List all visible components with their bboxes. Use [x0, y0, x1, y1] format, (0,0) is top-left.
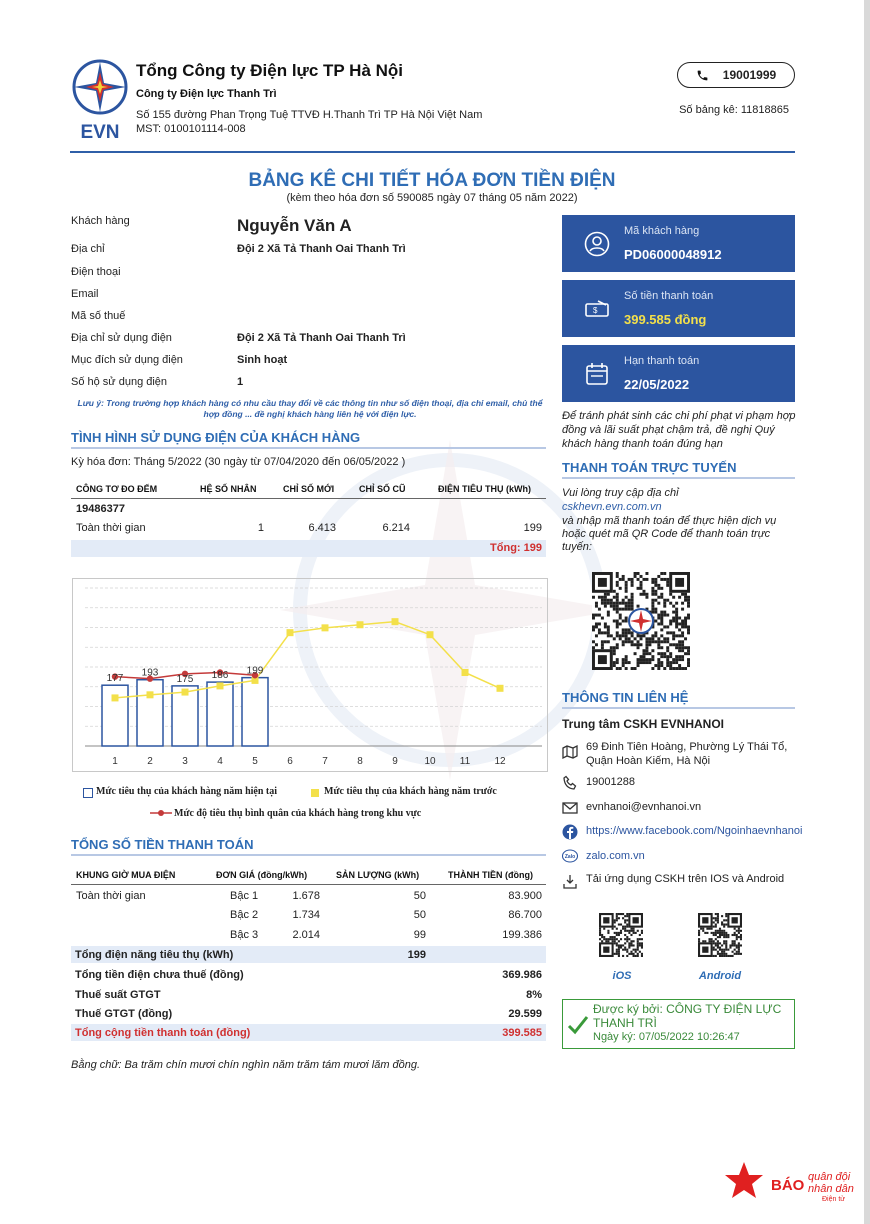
online-instruction-1: Vui lòng truy cập địa chỉ — [562, 487, 679, 499]
usage-row-period: Toàn thời gian — [76, 522, 146, 534]
usage-total: Tổng: 199 — [490, 542, 542, 554]
point-previous-year — [112, 694, 119, 701]
col-consumption: ĐIỆN TIÊU THỤ (kWh) — [438, 484, 531, 494]
tier-1-kwh: 50 — [413, 890, 426, 902]
download-icon — [562, 874, 578, 890]
x-tick-label: 12 — [494, 756, 506, 767]
payment-section-line — [71, 854, 546, 856]
statement-number: Số bảng kê: 11818865 — [679, 104, 789, 116]
total-kwh-label: Tổng điện năng tiêu thụ (kWh) — [75, 949, 234, 961]
checkmark-icon — [567, 1014, 589, 1036]
customer-name: Nguyễn Văn A — [237, 216, 352, 235]
x-tick-label: 8 — [357, 756, 363, 767]
usage-header-line — [71, 498, 546, 499]
amount-due-label: Số tiền thanh toán — [624, 290, 714, 302]
x-tick-label: 1 — [112, 756, 118, 767]
bar-current-2 — [137, 680, 163, 746]
legend-average: Mức độ tiêu thụ bình quân của khách hàng trong khu vực — [174, 808, 422, 819]
x-tick-label: 6 — [287, 756, 293, 767]
tier-2-price: 1.734 — [292, 909, 320, 921]
usage-purpose: Sinh hoạt — [237, 354, 288, 366]
vat-rate-value: 8% — [526, 989, 542, 1001]
data-label: 177 — [106, 673, 124, 685]
newspaper-star-logo — [724, 1160, 764, 1202]
col-unit-price: ĐƠN GIÁ (đồng/kWh) — [216, 870, 308, 880]
x-tick-label: 4 — [217, 756, 223, 767]
evn-logo — [70, 58, 130, 144]
company-name: Tổng Công ty Điện lực TP Hà Nội — [136, 61, 404, 80]
newspaper-name-1: quân đội — [808, 1171, 851, 1183]
support-app-download: Tải ứng dụng CSKH trên IOS và Android — [586, 873, 785, 885]
tier-1-amount: 83.900 — [508, 890, 542, 902]
due-date-value: 22/05/2022 — [624, 377, 690, 392]
x-tick-label: 2 — [147, 756, 153, 767]
info-change-note: Lưu ý: Trong trường hợp khách hàng có nhu cầu thay đổi về các thông tin như số điện thoại, địa chỉ email, chủ thể hợp đồng ... đề nghị khách hàng liên hệ với điện lực. — [77, 398, 543, 419]
support-center-name: Trung tâm CSKH EVNHANOI — [562, 717, 725, 731]
amount-in-words: Bằng chữ: Ba trăm chín mươi chín nghìn năm trăm tám mươi lăm đồng. — [71, 1059, 421, 1071]
col-multiplier: HỆ SỐ NHÂN — [200, 484, 257, 494]
point-previous-year — [322, 624, 329, 631]
legend-swatch-previous — [311, 789, 319, 797]
data-label: 199 — [246, 665, 264, 677]
col-amount: THÀNH TIỀN (đồng) — [448, 870, 533, 880]
x-tick-label: 3 — [182, 756, 188, 767]
col-quantity: SẢN LƯỢNG (kWh) — [336, 870, 420, 880]
usage-address: Đội 2 Xã Tả Thanh Oai Thanh Trì — [237, 332, 406, 344]
amount-due-value: 399.585 đồng — [624, 312, 707, 327]
label-phone: Điện thoại — [71, 266, 121, 278]
online-payment-link[interactable]: cskhevn.evn.com.vn — [562, 501, 662, 513]
tier-3-price: 2.014 — [292, 929, 320, 941]
point-previous-year — [392, 618, 399, 625]
payment-period: Toàn thời gian — [76, 890, 146, 902]
meter-number: 19486377 — [76, 503, 125, 515]
facebook-icon — [562, 824, 578, 840]
signed-by: Được ký bởi: CÔNG TY ĐIỆN LỰC — [593, 1002, 782, 1016]
newspaper-name-2: nhân dân — [808, 1183, 854, 1195]
zalo-icon — [562, 848, 578, 864]
tier-3-kwh: 99 — [413, 929, 426, 941]
company-address: Số 155 đường Phan Trọng Tuệ TTVĐ H.Thanh Trì TP Hà Nội Việt Nam — [136, 109, 483, 121]
map-icon — [562, 744, 578, 760]
point-previous-year — [217, 682, 224, 689]
usage-section-line — [71, 447, 546, 449]
payment-warning: Để tránh phát sinh các chi phí phạt vi phạm hợp đồng và lãi suất phạt chậm trả, đề nghị Quý khách hàng thanh toán đúng hạn — [562, 410, 796, 450]
label-usage-address: Địa chỉ sử dụng điện — [71, 332, 172, 344]
support-phone[interactable]: 19001288 — [586, 776, 635, 788]
bar-current-1 — [102, 685, 128, 746]
tier-1-label: Bậc 1 — [230, 890, 259, 902]
tax-code: MST: 0100101114-008 — [136, 123, 246, 135]
online-instruction-2: và nhập mã thanh toán để thực hiện dịch vụ hoặc quét mã QR Code để thanh toán trực tuyến: — [562, 515, 777, 553]
point-previous-year — [287, 629, 294, 636]
tier-1-price: 1.678 — [292, 890, 320, 902]
point-previous-year — [427, 631, 434, 638]
x-tick-label: 11 — [459, 756, 471, 767]
header-divider — [70, 151, 795, 153]
legend-swatch-average — [150, 808, 172, 818]
usage-section-title: TÌNH HÌNH SỬ DỤNG ĐIỆN CỦA KHÁCH HÀNG — [71, 430, 361, 445]
billing-period: Kỳ hóa đơn: Tháng 5/2022 (30 ngày từ 07/04/2020 đến 06/05/2022 ) — [71, 456, 406, 468]
label-customer: Khách hàng — [71, 215, 130, 227]
pre-tax-value: 369.986 — [502, 969, 542, 981]
support-address: 69 Đinh Tiên Hoàng, Phường Lý Thái Tổ, Quận Hoàn Kiếm, Hà Nội — [586, 741, 788, 767]
email-icon — [562, 800, 578, 816]
household-count: 1 — [237, 376, 244, 388]
customer-address: Đội 2 Xã Tả Thanh Oai Thanh Trì — [237, 243, 406, 255]
col-new-index: CHỈ SỐ MỚI — [283, 484, 335, 494]
bar-current-5 — [242, 678, 268, 746]
due-date-card — [562, 345, 795, 402]
signed-by-unit: THANH TRÌ — [593, 1016, 657, 1030]
android-qr-code[interactable] — [698, 913, 742, 959]
svg-text:$: $ — [593, 306, 598, 315]
due-date-label: Hạn thanh toán — [624, 355, 700, 367]
point-previous-year — [182, 689, 189, 696]
label-purpose: Mục đích sử dụng điện — [71, 354, 183, 366]
label-email: Email — [71, 288, 99, 300]
tier-2-amount: 86.700 — [508, 909, 542, 921]
vat-rate-label: Thuế suất GTGT — [75, 989, 161, 1001]
data-label: 175 — [176, 673, 194, 685]
page-subtitle: (kèm theo hóa đơn số 590085 ngày 07 tháng 05 năm 2022) — [286, 192, 578, 204]
data-label: 186 — [211, 670, 229, 682]
ios-qr-code[interactable] — [599, 913, 643, 959]
data-label: 193 — [141, 667, 159, 679]
digital-signature-box — [562, 999, 795, 1049]
x-tick-label: 10 — [424, 756, 436, 767]
hotline-number: 19001999 — [722, 68, 777, 82]
x-tick-label: 7 — [322, 756, 328, 767]
android-label[interactable]: Android — [698, 970, 742, 982]
bar-current-4 — [207, 682, 233, 746]
legend-swatch-current — [83, 788, 93, 798]
online-payment-title: THANH TOÁN TRỰC TUYẾN — [562, 460, 737, 475]
payment-qr-code[interactable] — [592, 572, 690, 670]
customer-code-card — [562, 215, 795, 272]
page-title: BẢNG KÊ CHI TIẾT HÓA ĐƠN TIỀN ĐIỆN — [248, 170, 616, 191]
legend-current: Mức tiêu thụ của khách hàng năm hiện tại — [96, 786, 278, 797]
tier-3-label: Bậc 3 — [230, 929, 259, 941]
support-facebook[interactable]: https://www.facebook.com/Ngoinhaevnhanoi — [586, 825, 803, 837]
point-previous-year — [147, 691, 154, 698]
money-icon — [584, 296, 610, 322]
newspaper-brand: BÁO — [771, 1177, 805, 1194]
total-kwh-value: 199 — [407, 949, 426, 961]
grand-total-label: Tổng cộng tiền thanh toán (đồng) — [75, 1027, 251, 1039]
amount-due-card — [562, 280, 795, 337]
hotline-badge[interactable] — [677, 62, 795, 88]
customer-code-value: PD06000048912 — [624, 247, 722, 262]
usage-row-old: 6.214 — [382, 522, 410, 534]
legend-previous: Mức tiêu thụ của khách hàng năm trước — [324, 786, 497, 797]
customer-code-label: Mã khách hàng — [624, 225, 700, 237]
tier-2-label: Bậc 2 — [230, 909, 259, 921]
support-zalo[interactable]: zalo.com.vn — [586, 850, 645, 862]
svg-text:Zalo: Zalo — [564, 854, 576, 860]
label-tax-id: Mã số thuế — [71, 310, 126, 322]
point-previous-year — [357, 621, 364, 628]
phone-icon — [696, 69, 709, 82]
point-previous-year — [462, 669, 469, 676]
calendar-icon — [584, 361, 610, 387]
tier-2-kwh: 50 — [413, 909, 426, 921]
signed-date: Ngày ký: 07/05/2022 10:26:47 — [593, 1031, 740, 1043]
col-time-slot: KHUNG GIỜ MUA ĐIỆN — [76, 870, 176, 880]
support-email[interactable]: evnhanoi@evnhanoi.vn — [586, 801, 702, 813]
svg-text:EVN: EVN — [80, 122, 120, 143]
payment-section-title: TỔNG SỐ TIỀN THANH TOÁN — [71, 837, 254, 852]
vat-label: Thuế GTGT (đồng) — [75, 1008, 173, 1020]
consumption-chart — [72, 578, 548, 772]
ios-label[interactable]: iOS — [612, 970, 632, 982]
vat-value: 29.599 — [508, 1008, 542, 1020]
newspaper-name-3: Điện tử — [822, 1196, 845, 1203]
payment-header-line — [71, 884, 546, 885]
label-address: Địa chỉ — [71, 243, 105, 255]
user-icon — [584, 231, 610, 257]
usage-row-multiplier: 1 — [257, 522, 264, 534]
tier-3-amount: 199.386 — [502, 929, 542, 941]
col-meter: CÔNG TƠ ĐO ĐẾM — [76, 484, 158, 494]
contact-section-title: THÔNG TIN LIÊN HỆ — [562, 690, 689, 705]
phone-icon — [562, 775, 578, 791]
label-households: Số hộ sử dụng điện — [71, 376, 168, 388]
point-previous-year — [497, 685, 504, 692]
branch-name: Công ty Điện lực Thanh Trì — [136, 88, 277, 100]
usage-row-kwh: 199 — [523, 522, 542, 534]
contact-section-line — [562, 707, 795, 709]
grand-total-value: 399.585 — [502, 1027, 542, 1039]
pre-tax-label: Tổng tiền điện chưa thuế (đồng) — [75, 969, 244, 981]
x-tick-label: 9 — [392, 756, 398, 767]
col-old-index: CHỈ SỐ CŨ — [359, 484, 406, 494]
usage-row-new: 6.413 — [308, 522, 336, 534]
x-tick-label: 5 — [252, 756, 258, 767]
online-payment-line — [562, 477, 795, 479]
